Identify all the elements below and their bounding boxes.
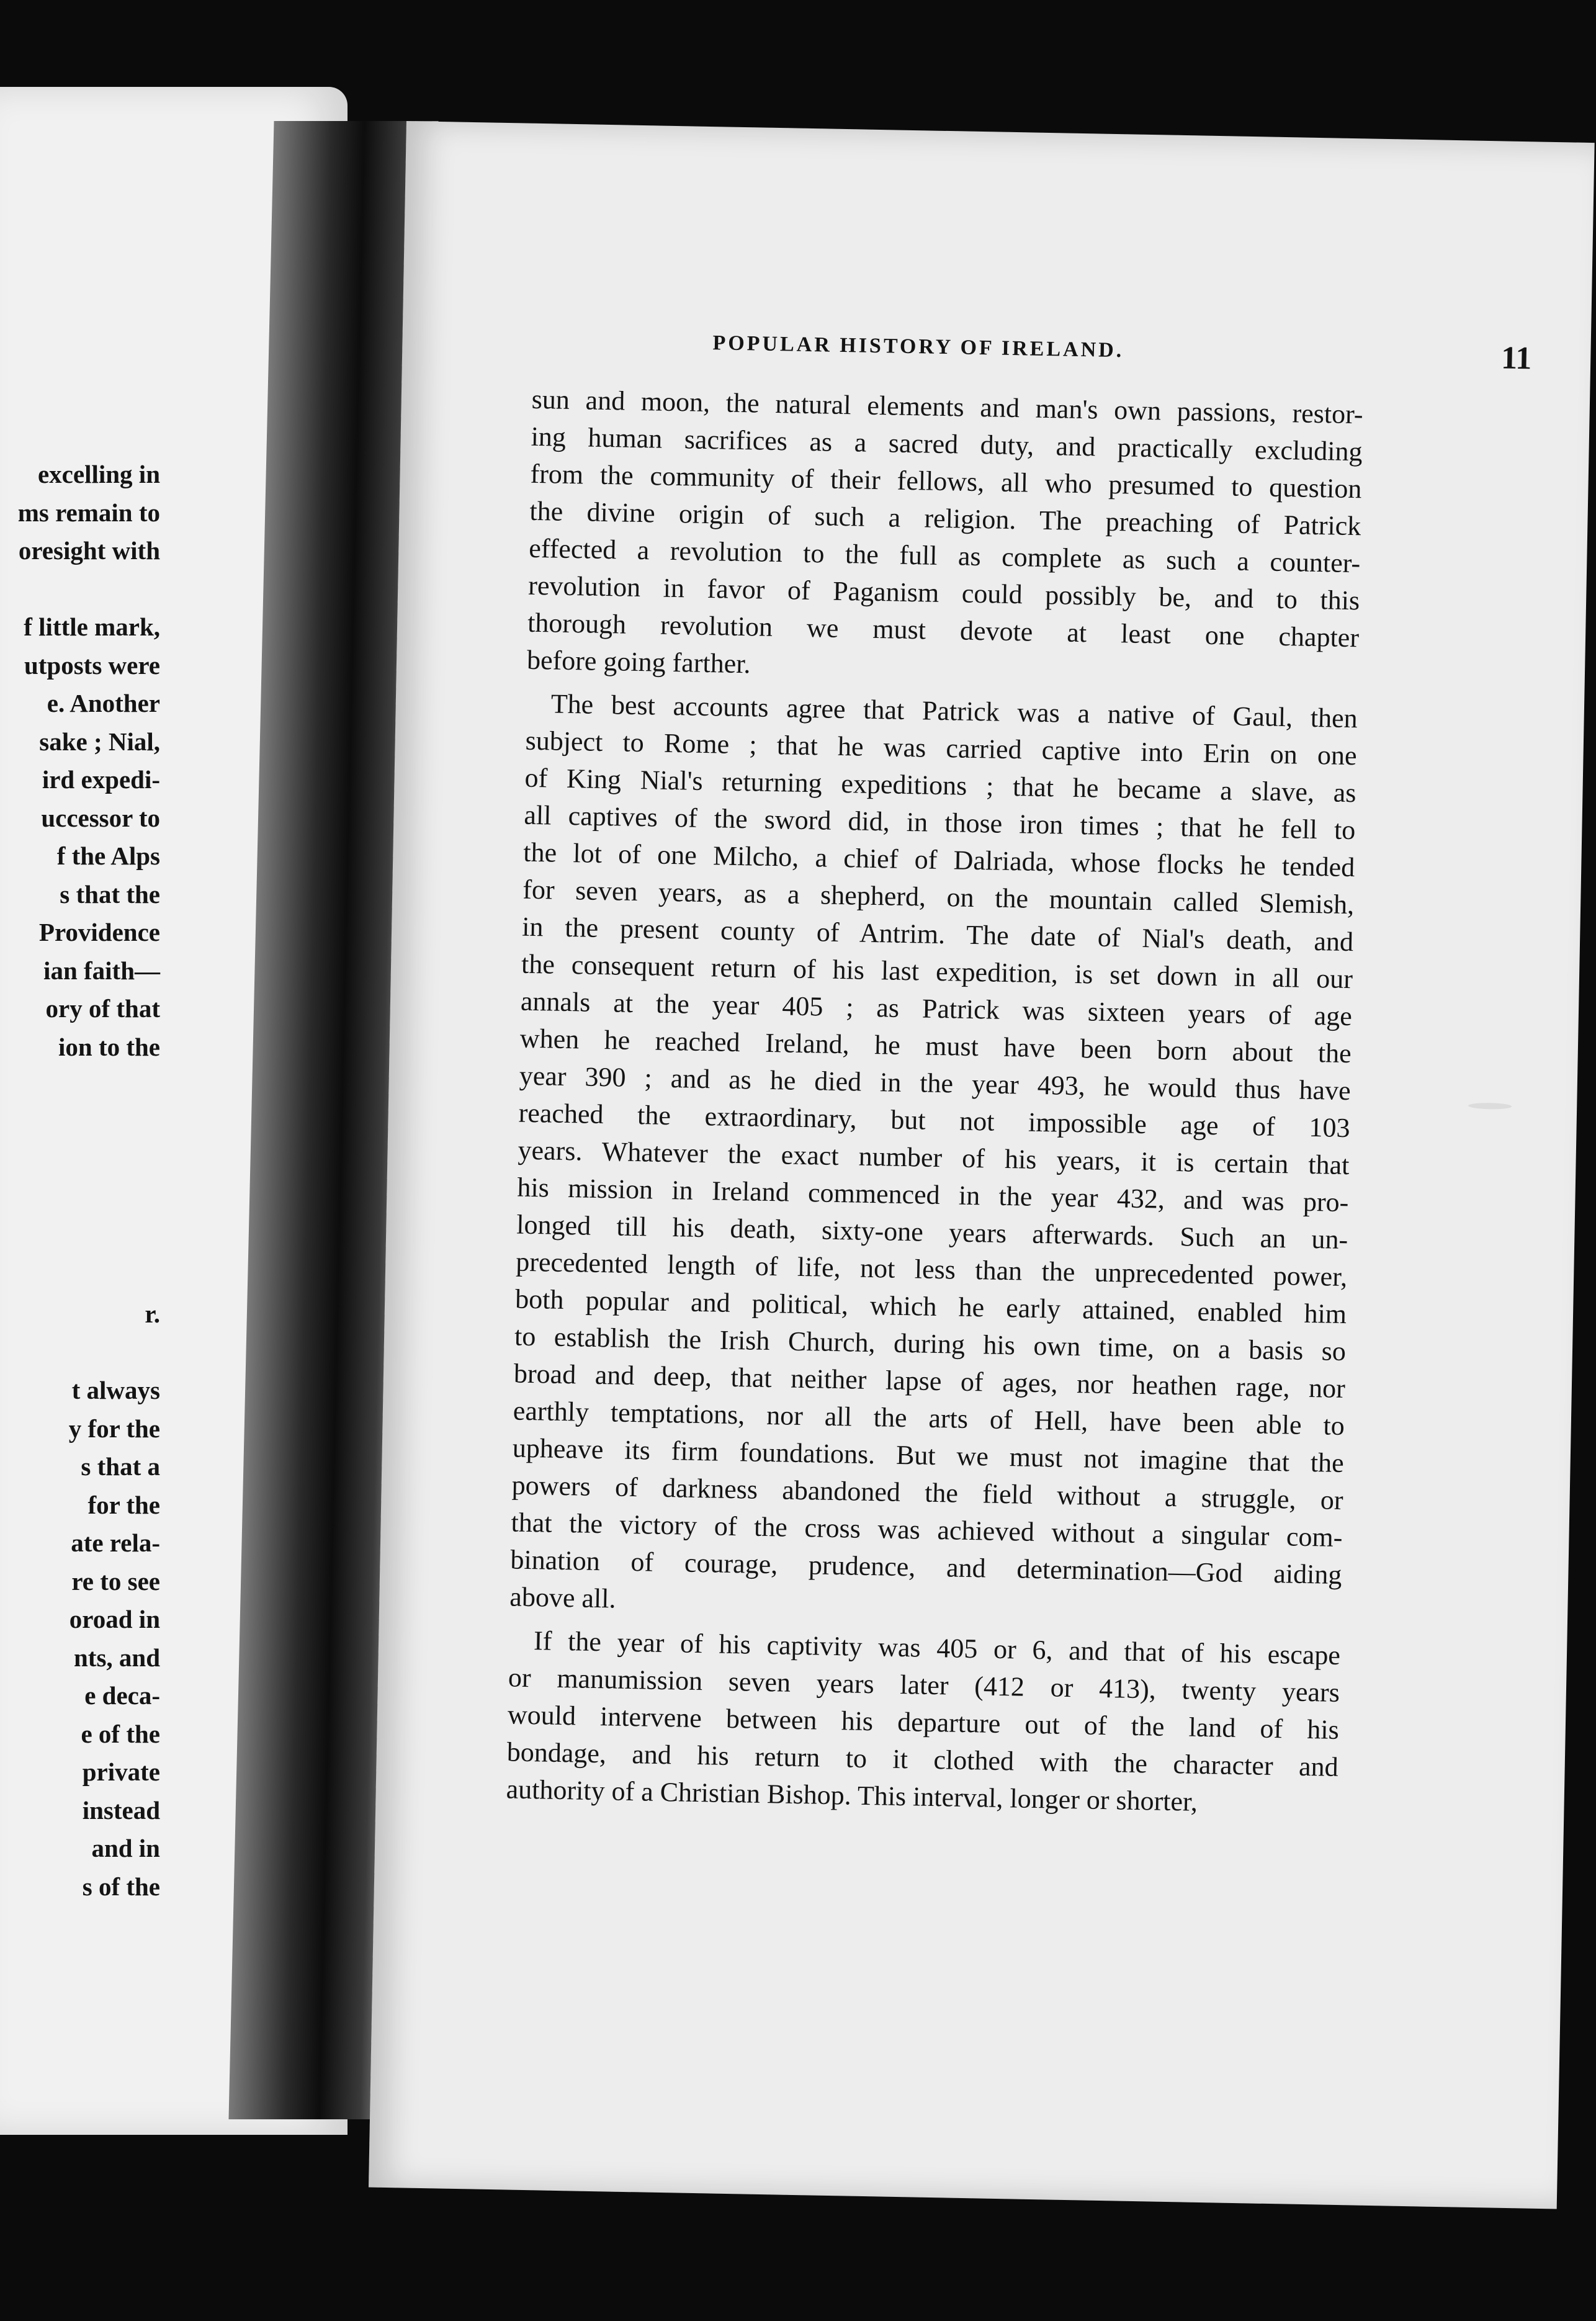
text-line: The best accounts agree that Patrick was a native of Gaul, then [550,688,1358,734]
paragraph [509,685,1358,1631]
scan-speck [1468,1103,1512,1110]
text-line: effected a revolution to the full as complete as such a counter- [528,532,1361,579]
previous-page-line: e deca- [84,1681,160,1710]
page-number: 11 [1500,340,1532,377]
text-line: year 390 ; and as he died in the year 493, he would thus have [519,1060,1352,1107]
previous-page-line: oroad in [69,1605,160,1633]
previous-page-line: re to see [71,1566,160,1596]
text-line: thorough revolution we must devote at least one chapter [527,607,1360,653]
text-line: to establish the Irish Church, during his own time, on a basis so [514,1321,1347,1367]
text-line: the divine origin of such a religion. The preaching of Patrick [529,495,1361,542]
running-head-title: POPULAR HISTORY OF IRELAND. [712,331,1124,362]
text-line: powers of darkness abandoned the field without a struggle, or [511,1470,1343,1516]
text-line: longed till his death, sixty-one years afterwards. Such an un- [516,1209,1348,1255]
text-line: for seven years, as a shepherd, on the mountain called Slemish, [522,874,1355,920]
text-line: years. Whatever the exact number of his years, it is certain that [518,1134,1350,1181]
text-line: the consequent return of his last expedition, is set down in all our [521,948,1353,995]
previous-page-line: ms remain to [17,498,160,527]
previous-page-line: y for the [68,1414,160,1443]
text-line: upheave its firm foundations. But we must not imagine that the [512,1432,1345,1479]
text-line: reached the extraordinary, but not impossible age of 103 [518,1097,1350,1144]
previous-page-line: ion to the [58,1032,160,1061]
text-line: annals at the year 405 ; as Patrick was sixteen years of age [520,985,1353,1032]
text-line: before going farther. [526,644,751,680]
text-line: his mission in Ireland commenced in the year 432, and was pro- [517,1172,1349,1218]
previous-page-line: instead [82,1795,160,1825]
text-line: earthly temptations, nor all the arts of Hell, have been able to [513,1395,1345,1442]
previous-page-line: uccessor to [41,803,160,832]
previous-page-line: ian faith— [43,956,160,985]
previous-page-line: sake ; Nial, [39,727,160,756]
paragraph [527,381,1364,694]
previous-page-line: e. Another [47,689,160,717]
previous-page-line: t always [71,1376,160,1404]
text-line: If the year of his captivity was 405 or 6, and that of his escape [533,1625,1341,1671]
text-line: from the community of their fellows, all who presumed to question [530,458,1362,505]
previous-page-line: e of the [81,1719,160,1748]
body-text [506,381,1363,1829]
text-line: that the victory of the cross was achieved without a singular com- [511,1507,1343,1553]
text-line: or manumission seven years later (412 or 413), twenty years [508,1662,1340,1708]
previous-page-line: r. [145,1300,160,1328]
text-line: ing human sacrifices as a sacred duty, and practically excluding [531,421,1363,467]
text-line: sun and moon, the natural elements and man's own passions, restor- [531,384,1364,430]
previous-page-line: nts, and [73,1643,160,1672]
text-line: broad and deep, that neither lapse of ages, nor heathen rage, nor [513,1358,1346,1404]
previous-page-line: and in [91,1834,160,1862]
text-line: of King Nial's returning expeditions ; that he became a slave, as [524,762,1356,809]
previous-page-line: private [82,1758,160,1786]
running-head [712,331,1532,384]
previous-page-line: s that a [81,1452,160,1481]
previous-page-line: excelling in [37,460,160,488]
text-line: authority of a Christian Bishop. This interval, longer or shorter, [506,1774,1198,1817]
previous-page-line: s that the [60,879,160,909]
text-line: both popular and political, which he early attained, enabled him [514,1283,1347,1330]
previous-page-line: ird expedi- [42,765,160,794]
previous-page-line: ate rela- [71,1529,160,1557]
previous-page-line: f little mark, [24,613,160,641]
text-line: would intervene between his departure out of the land of his [507,1699,1340,1745]
text-line: all captives of the sword did, in those iron times ; that he fell to [524,799,1356,846]
text-line: the lot of one Milcho, a chief of Dalriada, whose flocks he tended [522,837,1355,883]
text-line: when he reached Ireland, he must have been born about the [519,1023,1352,1069]
text-line: in the present county of Antrim. The date of Nial's death, and [521,911,1354,958]
current-page [369,121,1595,2209]
paragraph [506,1622,1340,1823]
previous-page-line: f the Alps [56,842,160,870]
text-line: precedented length of life, not less than the unprecedented power, [515,1246,1348,1293]
previous-page-line: for the [87,1490,160,1519]
previous-page-line: utposts were [24,650,160,680]
text-line: bination of courage, prudence, and determination—God aiding [510,1544,1342,1591]
previous-page-line: ory of that [45,994,160,1023]
text-line: revolution in favor of Paganism could possibly be, and to this [527,570,1360,616]
previous-page-line: oresight with [18,536,160,565]
text-line: subject to Rome ; that he was carried captive into Erin on one [525,725,1357,771]
text-line: bondage, and his return to it clothed with the character and [506,1736,1339,1782]
previous-page-line: s of the [82,1872,160,1901]
previous-page-text-fragments [0,87,160,2321]
previous-page-line: Providence [38,918,160,946]
text-line: above all. [509,1581,616,1614]
